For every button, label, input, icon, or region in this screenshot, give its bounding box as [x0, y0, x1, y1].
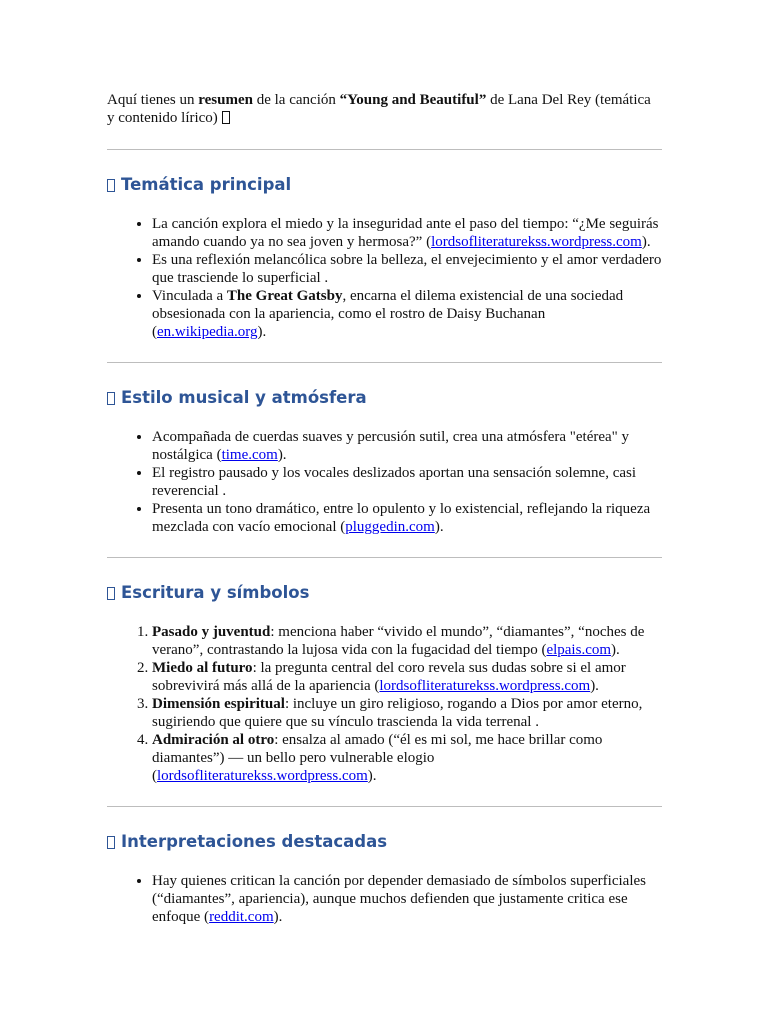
- intro-suffix: de Lana Del Rey (temática y contenido lírico): [107, 92, 651, 126]
- source-link[interactable]: time.com: [221, 447, 278, 463]
- section-title: Temática principal: [121, 175, 292, 194]
- item-text: : la pregunta central del coro revela sus dudas sobre si el amor sobrevivirá más allá de la apariencia (: [152, 660, 626, 694]
- item-text: El registro pausado y los vocales deslizados aportan una sensación solemne, casi reverencial .: [152, 465, 637, 499]
- intro-middle: de la canción: [252, 92, 340, 108]
- interpretaciones-list: [107, 872, 662, 926]
- list-item: [152, 251, 662, 287]
- item-text: Acompañada de cuerdas suaves y percusión sutil, crea una atmósfera "etérea" y nostálgica (: [152, 429, 630, 463]
- estilo-list: [107, 428, 662, 536]
- source-link[interactable]: pluggedin.com: [345, 519, 435, 535]
- item-after: ).: [611, 642, 620, 658]
- source-link[interactable]: lordsofliteraturekss.wordpress.com: [431, 234, 642, 250]
- item-after: ).: [277, 447, 287, 463]
- item-text: Hay quienes critican la canción por depender demasiado de símbolos superficiales (“diamantes”, apariencia), aunque muchos defienden que justamente critica ese enfoque (: [152, 873, 646, 925]
- section-divider: [107, 806, 662, 807]
- source-link[interactable]: lordsofliteraturekss.wordpress.com: [379, 678, 591, 694]
- list-item: [152, 695, 662, 731]
- item-bold: The Great Gatsby: [226, 288, 343, 304]
- section-heading-interpretaciones: [107, 832, 662, 852]
- section-heading-tematica: [107, 175, 662, 195]
- section-heading-estilo: [107, 388, 662, 408]
- missing-glyph-box-icon: [107, 836, 115, 849]
- item-text: , encarna el dilema existencial de una sociedad obsesionada con la apariencia, como el rostro de Daisy Buchanan (: [152, 288, 624, 340]
- source-link[interactable]: elpais.com: [546, 642, 612, 658]
- missing-glyph-box-icon: [222, 111, 230, 124]
- source-link[interactable]: reddit.com: [209, 909, 274, 925]
- document-body: [107, 91, 662, 926]
- list-item: [152, 659, 662, 695]
- section-title: Escritura y símbolos: [121, 583, 310, 602]
- intro-prefix: Aquí tienes un: [107, 92, 199, 108]
- list-item: [152, 428, 662, 464]
- item-bold: Admiración al otro: [152, 732, 275, 748]
- item-text: : menciona haber “vivido el mundo”, “diamantes”, “noches de verano”, contrastando la lujosa vida con la fugacidad del tiempo (: [152, 624, 645, 658]
- section-title: Interpretaciones destacadas: [121, 832, 388, 851]
- item-after: ).: [641, 234, 651, 250]
- source-link[interactable]: lordsofliteraturekss.wordpress.com: [157, 768, 368, 784]
- list-item: [152, 623, 662, 659]
- missing-glyph-box-icon: [107, 392, 115, 405]
- section-divider: [107, 362, 662, 363]
- item-text: La canción explora el miedo y la inseguridad ante el paso del tiempo: “¿Me seguirás amando cuando ya no sea joven y hermosa?” (: [152, 216, 659, 250]
- item-text: : incluye un giro religioso, rogando a Dios por amor eterno, sugiriendo que quiere que su vínculo trascienda la vida terrenal .: [152, 696, 643, 730]
- intro-bold-resumen: resumen: [198, 92, 253, 108]
- item-after: ).: [273, 909, 283, 925]
- item-after: ).: [590, 678, 599, 694]
- item-text: : ensalza al amado (“él es mi sol, me hace brillar como diamantes”) — un bello pero vulnerable elogio (: [152, 732, 603, 784]
- list-item: [152, 500, 662, 536]
- item-pre: Vinculada a: [152, 288, 227, 304]
- tematica-list: [107, 215, 662, 341]
- section-divider: [107, 557, 662, 558]
- item-text: Es una reflexión melancólica sobre la belleza, el envejecimiento y el amor verdadero que trasciende lo superficial .: [152, 252, 662, 286]
- list-item: [152, 872, 662, 926]
- list-item: [152, 731, 662, 785]
- item-bold: Miedo al futuro: [152, 660, 253, 676]
- item-bold: Dimensión espiritual: [152, 696, 285, 712]
- item-after: ).: [257, 324, 267, 340]
- source-link[interactable]: en.wikipedia.org: [157, 324, 258, 340]
- section-divider: [107, 149, 662, 150]
- section-title: Estilo musical y atmósfera: [121, 388, 367, 407]
- list-item: [152, 215, 662, 251]
- list-item: [152, 287, 662, 341]
- item-bold: Pasado y juventud: [152, 624, 271, 640]
- escritura-list: [107, 623, 662, 785]
- intro-song-title: “Young and Beautiful”: [339, 92, 487, 108]
- item-after: ).: [434, 519, 444, 535]
- list-item: [152, 464, 662, 500]
- intro-paragraph: [107, 91, 662, 127]
- item-text: Presenta un tono dramático, entre lo opulento y lo existencial, reflejando la riqueza mezclada con vacío emocional (: [152, 501, 651, 535]
- section-heading-escritura: [107, 583, 662, 603]
- missing-glyph-box-icon: [107, 179, 115, 192]
- missing-glyph-box-icon: [107, 587, 115, 600]
- item-after: ).: [367, 768, 377, 784]
